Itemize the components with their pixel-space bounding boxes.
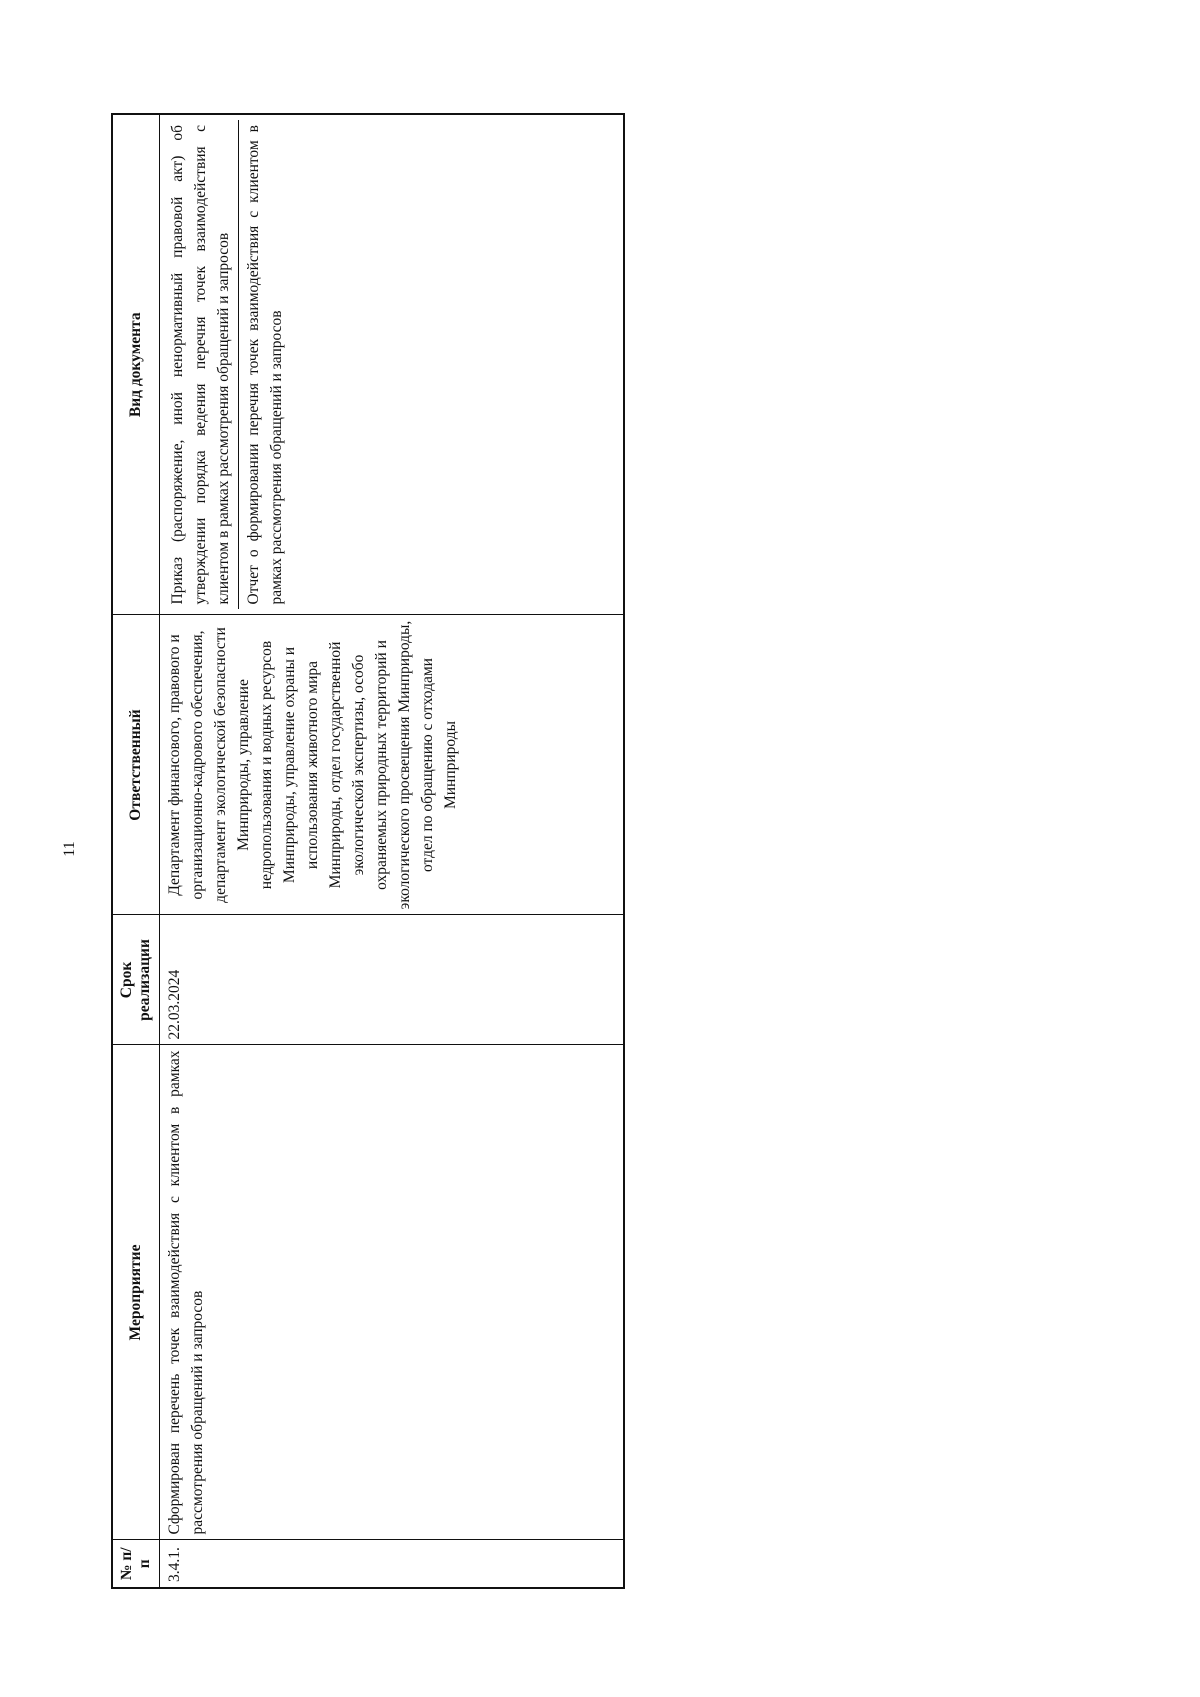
header-num: № п/п bbox=[112, 1540, 160, 1588]
doc-type-report: Отчет о формировании перечня точек взаимодействия с клиентом в рамках рассмотрения обращений и запросов bbox=[245, 125, 285, 605]
cell-doc-type bbox=[160, 114, 625, 615]
cell-responsible: Департамент финансового, правового и организационно-кадрового обеспечения, департамент экологической безопасности Минприроды, управление недропользования и водных ресурсов Минприроды, управление охраны и использования животного мира Минприроды, отдел государственной экологической экспертизы, особо охраняемых природных территорий и экологического просвещения Минприроды, отдел по обращению с отходами Минприроды bbox=[160, 615, 625, 915]
cell-event: Сформирован перечень точек взаимодействия с клиентом в рамках рассмотрения обращений и запросов bbox=[160, 1045, 625, 1540]
header-doc-type: Вид документа bbox=[112, 114, 160, 615]
table-row bbox=[160, 114, 625, 1588]
header-responsible: Ответственный bbox=[112, 615, 160, 915]
header-deadline: Срок реализации bbox=[112, 915, 160, 1045]
cell-deadline: 22.03.2024 bbox=[160, 915, 625, 1045]
rotated-table-container bbox=[111, 115, 625, 1589]
cell-num: 3.4.1. bbox=[160, 1540, 625, 1588]
page-number: 11 bbox=[61, 841, 78, 857]
doc-type-order: Приказ (распоряжение, иной ненормативный правовой акт) об утверждении порядка ведения перечня точек взаимодействия с клиентом в рамках рассмотрения обращений и запросов bbox=[163, 120, 239, 610]
table-header-row bbox=[112, 114, 160, 1588]
header-event: Мероприятие bbox=[112, 1045, 160, 1540]
plan-table bbox=[111, 113, 625, 1589]
